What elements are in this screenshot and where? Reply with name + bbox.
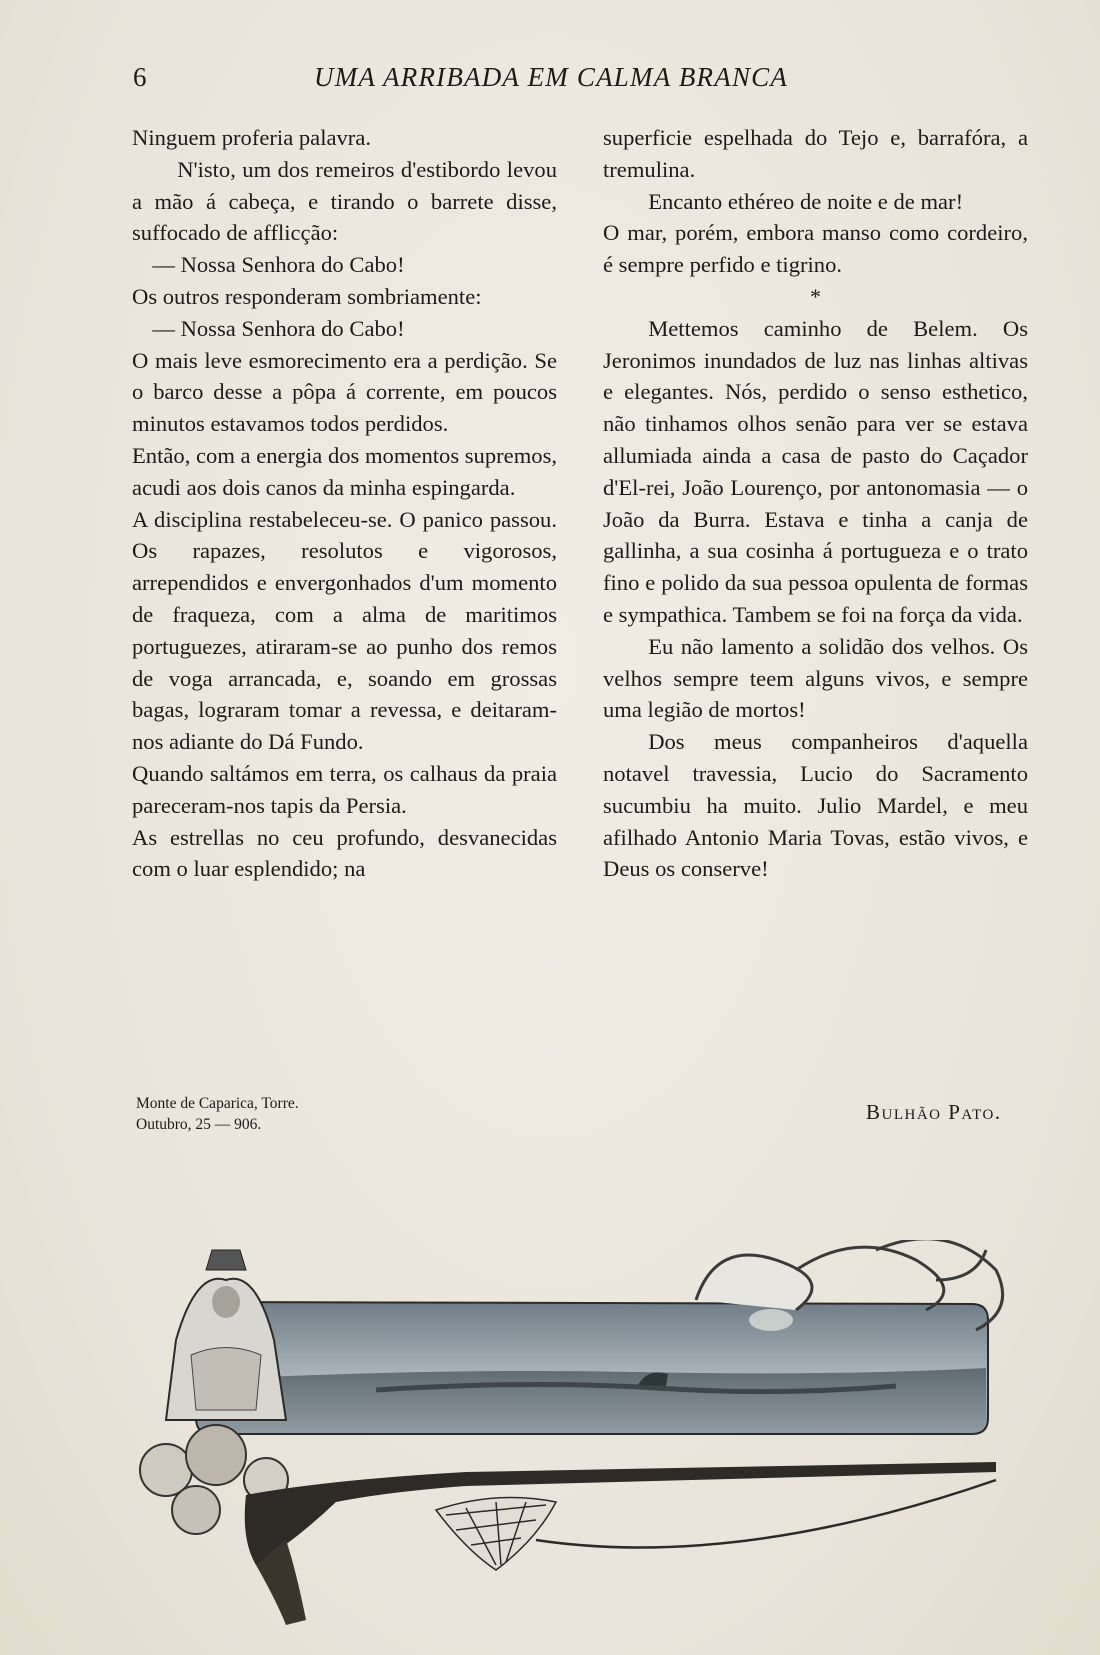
page-header: [0, 62, 1100, 102]
paragraph: Mettemos caminho de Belem. Os Jeronimos inundados de luz nas linhas altivas e elegantes. Nós, perdido o senso esthetico, não tinhamos olhos senão para ver se estava allumiada ainda a casa de pasto do Caçador d'El-rei, João Lourenço, por antonomasia — o João da Burra. Estava e tinha a canja de gallinha, a sua cosinha á portugueza e o trato fino e polido da sua pessoa opulenta de formas e sympathica. Tambem se foi na força da vida.: [603, 315, 1028, 627]
section-asterisk: *: [810, 283, 821, 309]
paragraph: O mar, porém, embora manso como cordeiro, é sempre perfido e tigrino.: [603, 220, 1028, 278]
shotgun-icon: [245, 1462, 996, 1625]
paragraph: Quando saltámos em terra, os calhaus da praia pareceram-nos tapis da Persia.: [132, 760, 557, 818]
paragraph: O mais leve esmorecimento era a perdição. Se o barco desse a pôpa á corrente, em poucos minutos estavamos todos perdidos.: [132, 347, 557, 437]
decorative-illustration: [136, 1240, 1036, 1640]
paragraph: Ninguem proferia palavra.: [132, 125, 372, 150]
page-number: 6: [133, 62, 147, 92]
madonna-statue-icon: [166, 1250, 286, 1420]
dateline-place: Monte de Caparica, Torre.: [136, 1095, 299, 1112]
left-text-column: [132, 122, 557, 885]
paragraph: N'isto, um dos remeiros d'estibordo levou a mão á cabeça, e tirando o barrete disse, suffocado de afflicção:: [132, 156, 557, 246]
paragraph: Eu não lamento a solidão dos velhos. Os velhos sempre teem alguns vivos, e sempre uma legião de mortos!: [603, 633, 1028, 723]
dialogue-line: — Nossa Senhora do Cabo!: [152, 252, 405, 278]
paragraph: As estrellas no ceu profundo, desvanecidas com o luar esplendido; na: [132, 824, 557, 882]
author-signature: Bulhão Pato.: [866, 1100, 1002, 1124]
paragraph: A disciplina restabeleceu-se. O panico passou. Os rapazes, resolutos e vigorosos, arrependidos e envergonhados d'um momento de fraqueza, com a alma de maritimos portuguezes, atiraram-se ao punho dos remos de voga arrancada, e, soando em grossas bagas, lograram tomar a revessa, e deitaram-nos adiante do Dá Fundo.: [132, 506, 557, 755]
paragraph: Encanto ethéreo de noite e de mar!: [648, 188, 964, 214]
paragraph: Os outros responderam sombriamente:: [132, 283, 482, 309]
paragraph: Então, com a energia dos momentos supremos, acudi aos dois canos da minha espingarda.: [132, 442, 558, 500]
right-text-column: [603, 122, 1028, 885]
paragraph: superficie espelhada do Tejo e, barrafóra, a tremulina.: [603, 125, 1028, 182]
seascape-panel: [196, 1302, 988, 1434]
dateline-date: Outubro, 25 — 906.: [136, 1116, 262, 1133]
fishing-net-icon: [436, 1480, 996, 1570]
paragraph: Dos meus companheiros d'aquella notavel travessia, Lucio do Sacramento sucumbiu ha muito. Julio Mardel, e meu afilhado Antonio Maria Tovas, estão vivos, e Deus os conserve!: [603, 729, 1028, 882]
running-title: UMA ARRIBADA EM CALMA BRANCA: [314, 62, 789, 92]
dialogue-line: — Nossa Senhora do Cabo!: [152, 315, 405, 341]
dateline: [136, 1093, 299, 1135]
